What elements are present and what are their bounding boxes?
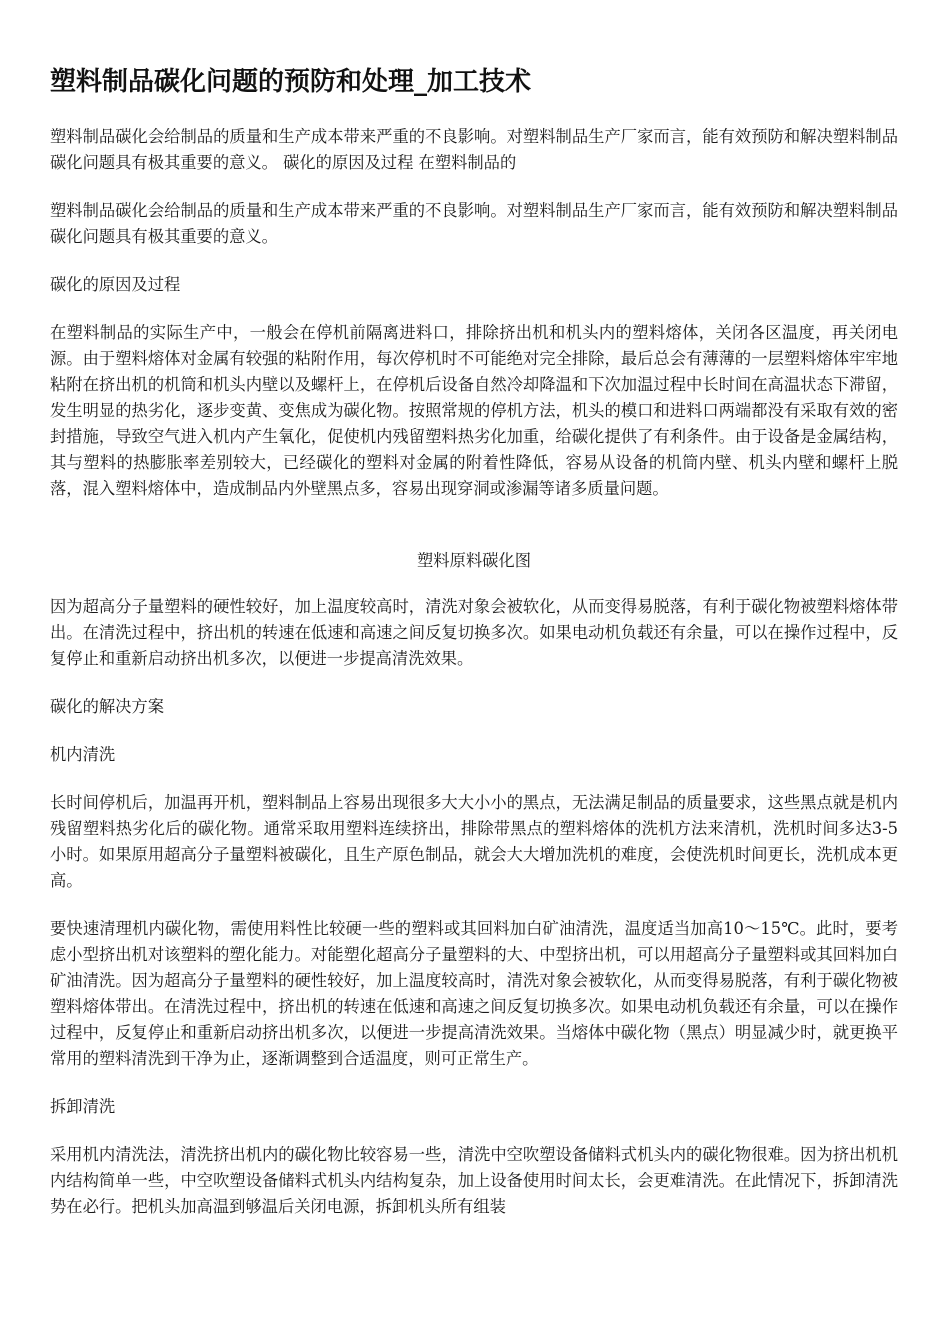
disassembly-paragraph: 采用机内清洗法，清洗挤出机内的碳化物比较容易一些，清洗中空吹塑设备储料式机头内的碳化物很难。因为挤出机机内结构简单一些，中空吹塑设备储料式机头内结构复杂，加上设备使用时间太长，会更难清洗。在此情况下，拆卸清洗势在必行。把机头加高温到够温后关闭电源，拆卸机头所有组装	[50, 1145, 898, 1216]
summary-paragraph: 塑料制品碳化会给制品的质量和生产成本带来严重的不良影响。对塑料制品生产厂家而言，能有效预防和解决塑料制品碳化问题具有极其重要的意义。 碳化的原因及过程 在塑料制品的	[50, 127, 898, 172]
figure-caption: 塑料原料碳化图	[417, 551, 531, 570]
after-figure-paragraph: 因为超高分子量塑料的硬性较好，加上温度较高时，清洗对象会被软化，从而变得易脱落，有利于碳化物被塑料熔体带出。在清洗过程中，挤出机的转速在低速和高速之间反复切换多次。如果电动机负载还有余量，可以在操作过程中，反复停止和重新启动挤出机多次，以便进一步提高清洗效果。	[50, 597, 898, 668]
document-page	[50, 62, 898, 1242]
inner-cleaning-paragraph-2: 要快速清理机内碳化物，需使用料性比较硬一些的塑料或其回料加白矿油清洗，温度适当加高10～15℃。此时，要考虑小型挤出机对该塑料的塑化能力。对能塑化超高分子量塑料的大、中型挤出机，可以用超高分子量塑料或其回料加白矿油清洗。因为超高分子量塑料的硬性较好，加上温度较高时，清洗对象会被软化，从而变得易脱落，有利于碳化物被塑料熔体带出。在清洗过程中，挤出机的转速在低速和高速之间反复切换多次。如果电动机负载还有余量，可以在操作过程中，反复停止和重新启动挤出机多次，以便进一步提高清洗效果。当熔体中碳化物（黑点）明显减少时，就更换平常用的塑料清洗到干净为止，逐渐调整到合适温度，则可正常生产。	[50, 919, 898, 1068]
section-heading-solutions: 碳化的解决方案	[50, 697, 164, 716]
subsection-heading-inner-cleaning: 机内清洗	[50, 745, 116, 764]
subsection-heading-disassembly: 拆卸清洗	[50, 1097, 116, 1116]
intro-paragraph: 塑料制品碳化会给制品的质量和生产成本带来严重的不良影响。对塑料制品生产厂家而言，能有效预防和解决塑料制品碳化问题具有极其重要的意义。	[50, 201, 898, 246]
inner-cleaning-paragraph-1: 长时间停机后，加温再开机，塑料制品上容易出现很多大大小小的黑点，无法满足制品的质量要求，这些黑点就是机内残留塑料热劣化后的碳化物。通常采取用塑料连续挤出，排除带黑点的塑料熔体的洗机方法来清机，洗机时间多达3-5小时。如果原用超高分子量塑料被碳化，且生产原色制品，就会大大增加洗机的难度，会使洗机时间更长，洗机成本更高。	[50, 793, 898, 890]
section-heading-causes: 碳化的原因及过程	[50, 275, 181, 294]
document-title: 塑料制品碳化问题的预防和处理_加工技术	[50, 67, 532, 97]
causes-paragraph: 在塑料制品的实际生产中，一般会在停机前隔离进料口，排除挤出机和机头内的塑料熔体，关闭各区温度，再关闭电源。由于塑料熔体对金属有较强的粘附作用，每次停机时不可能绝对完全排除，最后总会有薄薄的一层塑料熔体牢牢地粘附在挤出机的机筒和机头内壁以及螺杆上，在停机后设备自然冷却降温和下次加温过程中长时间在高温状态下滞留，发生明显的热劣化，逐步变黄、变焦成为碳化物。按照常规的停机方法，机头的模口和进料口两端都没有采取有效的密封措施，导致空气进入机内产生氧化，促使机内残留塑料热劣化加重，给碳化提供了有利条件。由于设备是金属结构，其与塑料的热膨胀率差别较大，已经碳化的塑料对金属的附着性降低，容易从设备的机筒内壁、机头内壁和螺杆上脱落，混入塑料熔体中，造成制品内外壁黑点多，容易出现穿洞或渗漏等诸多质量问题。	[50, 323, 898, 498]
